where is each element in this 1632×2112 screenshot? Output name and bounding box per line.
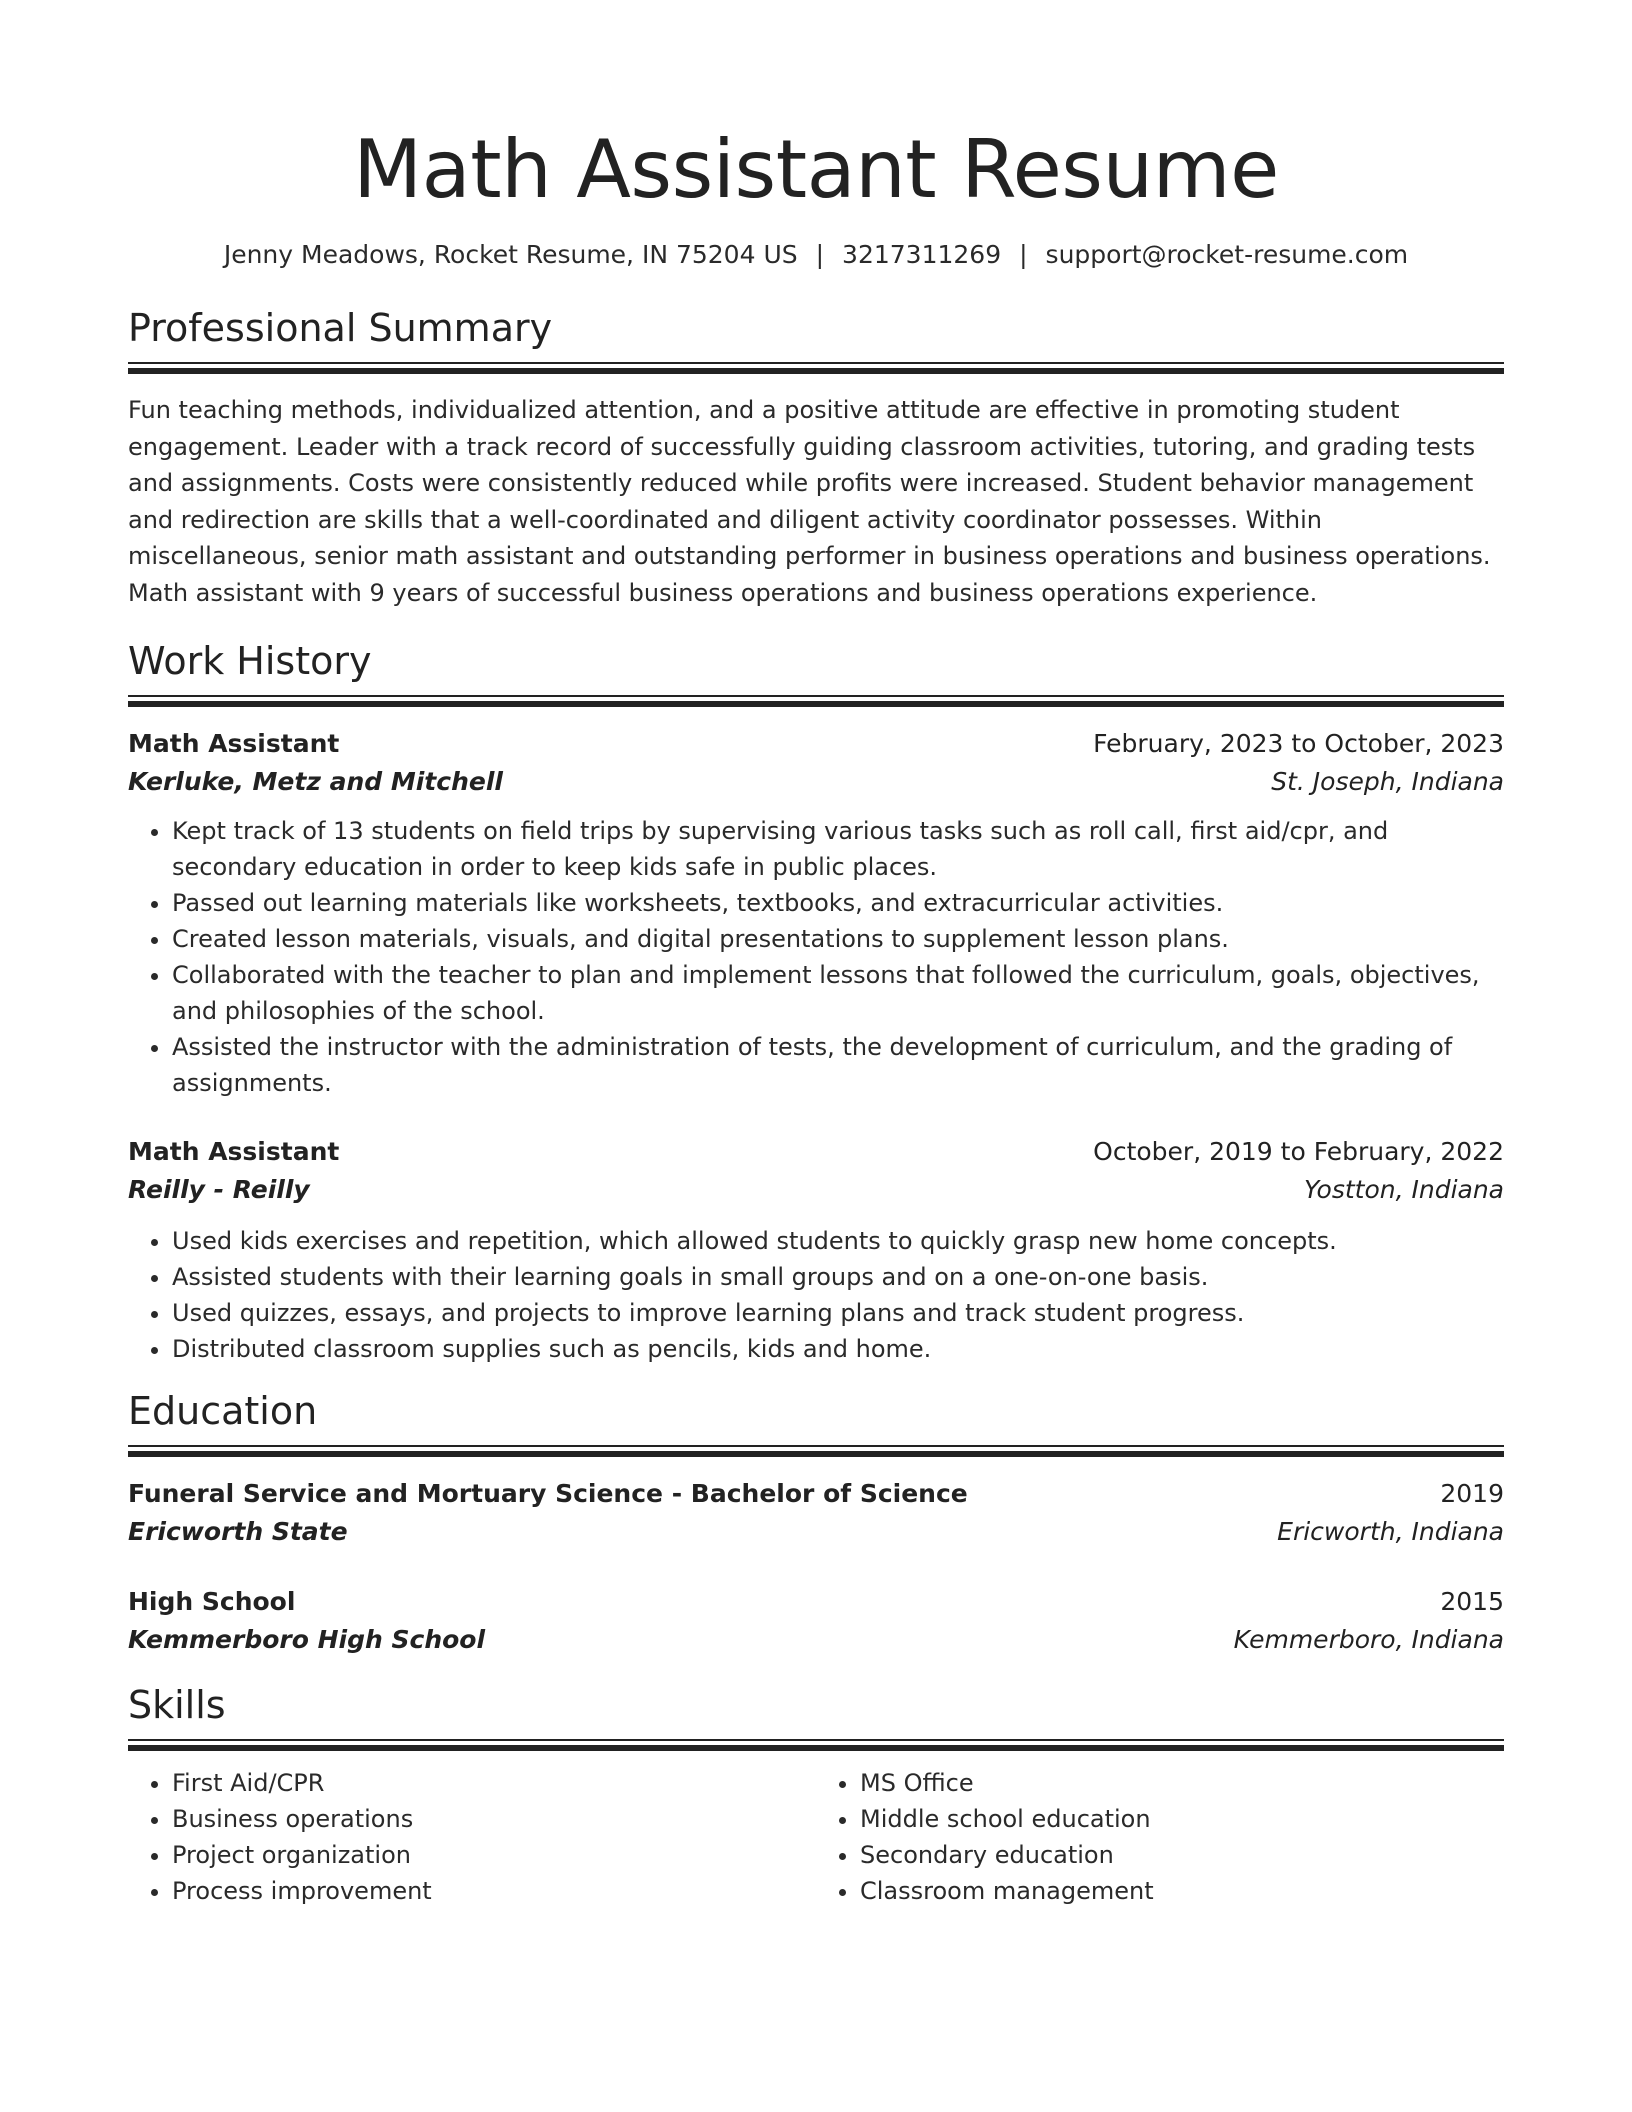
school-name: Kemmerboro High School: [128, 1625, 486, 1654]
list-item: • Secondary education: [860, 1837, 1504, 1873]
job-title: Math Assistant: [128, 729, 340, 758]
section-heading-education: Education: [128, 1389, 318, 1433]
section-divider: [128, 1445, 1504, 1457]
list-item: • MS Office: [860, 1765, 1504, 1801]
list-item: • Assisted the instructor with the administration of tests, the development of curriculum, and the grading of assignments.: [172, 1029, 1504, 1101]
degree-title: High School: [128, 1587, 296, 1616]
education-entry: [128, 1475, 1504, 1551]
job-company: Kerluke, Metz and Mitchell: [128, 767, 503, 796]
summary-section: [128, 304, 1504, 611]
job-location: St. Joseph, Indiana: [1271, 767, 1504, 796]
list-item: • Collaborated with the teacher to plan and implement lessons that followed the curriculum, goals, objectives, and philosophies of the school.: [172, 957, 1504, 1029]
list-item: • Assisted students with their learning goals in small groups and on a one-on-one basis.: [172, 1259, 1504, 1295]
education-entry: [128, 1583, 1504, 1659]
list-item: • Process improvement: [172, 1873, 816, 1909]
degree-year: 2015: [1440, 1587, 1504, 1616]
contact-separator: |: [815, 240, 825, 269]
section-heading-skills: Skills: [128, 1683, 226, 1727]
skills-column-right: [816, 1765, 1504, 1909]
contact-separator: |: [1019, 240, 1028, 269]
section-heading-summary: Professional Summary: [128, 306, 553, 350]
job-entry: [128, 725, 1504, 1101]
list-item: • First Aid/CPR: [172, 1765, 816, 1801]
resume-title: Math Assistant Resume: [353, 123, 1279, 216]
contact-phone: 3217311269: [842, 240, 1002, 269]
resume-page: [128, 0, 1504, 1909]
section-divider: [128, 695, 1504, 707]
list-item: • Project organization: [172, 1837, 816, 1873]
work-history-section: [128, 637, 1504, 1367]
skills-section: [128, 1681, 1504, 1909]
school-location: Ericworth, Indiana: [1277, 1517, 1504, 1546]
section-heading-work: Work History: [128, 639, 372, 683]
job-location: Yostton, Indiana: [1304, 1175, 1504, 1204]
job-entry: [128, 1133, 1504, 1367]
list-item: • Distributed classroom supplies such as pencils, kids and home.: [172, 1331, 1504, 1367]
job-duties: [128, 1223, 1504, 1367]
contact-email[interactable]: support@rocket-resume.com: [1045, 240, 1409, 269]
section-divider: [128, 1739, 1504, 1751]
list-item: • Used quizzes, essays, and projects to improve learning plans and track student progress.: [172, 1295, 1504, 1331]
school-location: Kemmerboro, Indiana: [1233, 1625, 1504, 1654]
list-item: • Business operations: [172, 1801, 816, 1837]
job-dates: October, 2019 to February, 2022: [1093, 1137, 1504, 1166]
list-item: • Kept track of 13 students on field trips by supervising various tasks such as roll call, first aid/cpr, and secondary education in order to keep kids safe in public places.: [172, 813, 1504, 885]
school-name: Ericworth State: [128, 1517, 348, 1546]
list-item: • Passed out learning materials like worksheets, textbooks, and extracurricular activities.: [172, 885, 1504, 921]
job-company: Reilly - Reilly: [128, 1175, 310, 1204]
list-item: • Middle school education: [860, 1801, 1504, 1837]
skills-column-left: [128, 1765, 816, 1909]
job-duties: [128, 813, 1504, 1101]
education-section: [128, 1387, 1504, 1659]
job-title: Math Assistant: [128, 1137, 340, 1166]
skills-list: [128, 1765, 1504, 1909]
job-dates: February, 2023 to October, 2023: [1093, 729, 1504, 758]
section-divider: [128, 362, 1504, 374]
summary-text: Fun teaching methods, individualized attention, and a positive attitude are effective in promoting student engagement. Leader with a track record of successfully guiding classroom activities, tutoring, and grading tests and assignments. Costs were consistently reduced while profits were increased. Student behavior management and redirection are skills that a well-coordinated and diligent activity coordinator possesses. Within miscellaneous, senior math assistant and outstanding performer in business operations and business operations. Math assistant with 9 years of successful business operations and business operations experience.: [128, 396, 1491, 607]
list-item: • Used kids exercises and repetition, which allowed students to quickly grasp new home concepts.: [172, 1223, 1504, 1259]
degree-title: Funeral Service and Mortuary Science - Bachelor of Science: [128, 1479, 968, 1508]
list-item: • Classroom management: [860, 1873, 1504, 1909]
degree-year: 2019: [1440, 1479, 1504, 1508]
contact-address: Jenny Meadows, Rocket Resume, IN 75204 US: [223, 240, 798, 269]
list-item: • Created lesson materials, visuals, and digital presentations to supplement lesson plans.: [172, 921, 1504, 957]
contact-line: [128, 238, 1504, 272]
